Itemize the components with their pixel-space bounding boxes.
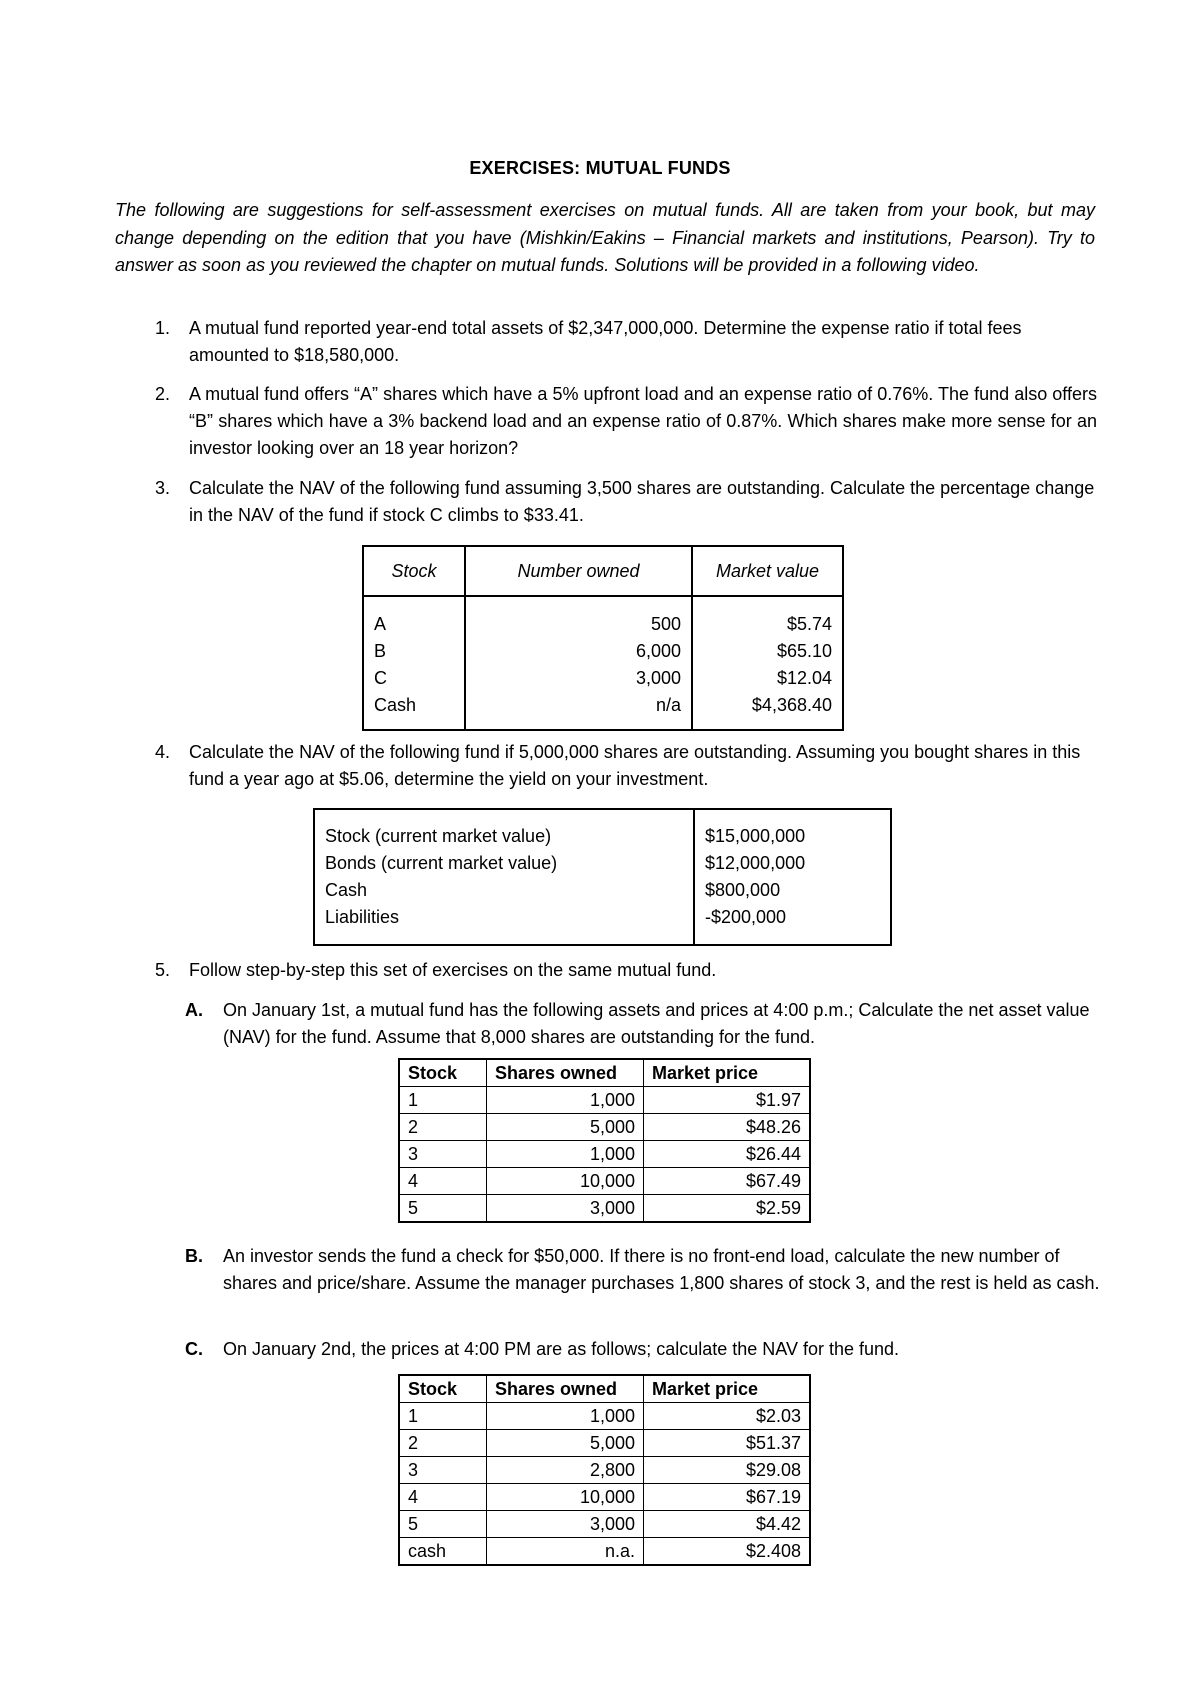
- table-row: [399, 1484, 810, 1511]
- table-cell: 5,000: [487, 1114, 644, 1141]
- table-cell: $2.408: [644, 1538, 811, 1566]
- table-cell: 5: [399, 1195, 487, 1223]
- table-header: Market price: [644, 1375, 811, 1403]
- exercise-text: A mutual fund reported year-end total assets of $2,347,000,000. Determine the expense ratio if total fees amounted to $18,580,000.: [189, 318, 1022, 365]
- table-cell: $65.10: [692, 638, 843, 665]
- table-cell: $48.26: [644, 1114, 811, 1141]
- exercise-number: 5.: [155, 960, 171, 980]
- table-header-row: [399, 1375, 810, 1403]
- table-cell: Cash: [363, 692, 465, 730]
- table-cell: 2,800: [487, 1457, 644, 1484]
- exercise-text: Calculate the NAV of the following fund assuming 3,500 shares are outstanding. Calculate the percentage change in the NAV of the fund if stock C climbs to $33.41.: [189, 478, 1095, 525]
- table-row: [399, 1195, 810, 1223]
- table-cell: 6,000: [465, 638, 692, 665]
- exercise-number: 1.: [155, 318, 171, 338]
- table-cell: 4: [399, 1168, 487, 1195]
- table-row: [399, 1087, 810, 1114]
- table-cell: 3,000: [487, 1511, 644, 1538]
- exercise-text: Calculate the NAV of the following fund if 5,000,000 shares are outstanding. Assuming you bought shares in this fund a year ago at $5.06, determine the yield on your investment.: [189, 742, 1081, 789]
- table-cell: n.a.: [487, 1538, 644, 1566]
- exercise-number: 4.: [155, 742, 171, 762]
- table-cell: 5,000: [487, 1430, 644, 1457]
- fund-holdings-table: [362, 545, 844, 731]
- table-header-row: [399, 1059, 810, 1087]
- table-row: [314, 809, 891, 850]
- table-header: Market price: [644, 1059, 811, 1087]
- exercise-number: 2.: [155, 384, 171, 404]
- table-header: Stock: [399, 1059, 487, 1087]
- jan2-holdings-table: [398, 1374, 811, 1566]
- subexercise-text: On January 1st, a mutual fund has the following assets and prices at 4:00 p.m.; Calculate the net asset value (NAV) for the fund. Assume that 8,000 shares are outstanding for the fund.: [223, 1000, 1090, 1047]
- table-cell: $12.04: [692, 665, 843, 692]
- table-cell: 5: [399, 1511, 487, 1538]
- subexercise-letter: B.: [185, 1246, 203, 1266]
- table-cell: $4,368.40: [692, 692, 843, 730]
- table-cell: $67.49: [644, 1168, 811, 1195]
- table-row: [363, 692, 843, 730]
- subexercise-text: On January 2nd, the prices at 4:00 PM are as follows; calculate the NAV for the fund.: [223, 1339, 900, 1359]
- table-cell: $2.59: [644, 1195, 811, 1223]
- table-row: [314, 877, 891, 904]
- table-row: [399, 1403, 810, 1430]
- table-cell: Stock (current market value): [314, 809, 694, 850]
- table-cell: $67.19: [644, 1484, 811, 1511]
- table-cell: -$200,000: [705, 907, 787, 927]
- exercise-number: 3.: [155, 478, 171, 498]
- table-cell: $15,000,000: [705, 826, 806, 846]
- table-cell: 3: [399, 1141, 487, 1168]
- table-cell: Bonds (current market value): [314, 850, 694, 877]
- table-cell: $29.08: [644, 1457, 811, 1484]
- table-cell: 3,000: [465, 665, 692, 692]
- table-cell: n/a: [465, 692, 692, 730]
- table-cell: $26.44: [644, 1141, 811, 1168]
- subexercise-letter: A.: [185, 1000, 203, 1020]
- table-header: Number owned: [465, 546, 692, 596]
- table-cell: 1: [399, 1403, 487, 1430]
- table-cell: 1,000: [487, 1403, 644, 1430]
- table-cell: $51.37: [644, 1430, 811, 1457]
- table-row: [399, 1114, 810, 1141]
- jan1-holdings-table: [398, 1058, 811, 1223]
- table-row: [399, 1457, 810, 1484]
- exercise-text: A mutual fund offers “A” shares which have a 5% upfront load and an expense ratio of 0.76%. The fund also offers “B” shares which have a 3% backend load and an expense ratio of 0.87%. Which shares make more sense for an investor looking over an 18 year horizon?: [189, 384, 1097, 458]
- fund-balance-table: [313, 808, 892, 946]
- table-row: [363, 596, 843, 638]
- table-row: [399, 1168, 810, 1195]
- table-header: Stock: [363, 546, 465, 596]
- table-cell: B: [363, 638, 465, 665]
- table-cell: 1: [399, 1087, 487, 1114]
- table-cell: 10,000: [487, 1484, 644, 1511]
- table-row: [314, 850, 891, 877]
- table-cell: $800,000: [705, 880, 781, 900]
- table-cell: cash: [399, 1538, 487, 1566]
- subexercise-letter: C.: [185, 1339, 203, 1359]
- table-cell: $5.74: [692, 596, 843, 638]
- exercise-text: Follow step-by-step this set of exercises on the same mutual fund.: [189, 960, 717, 980]
- table-header: Stock: [399, 1375, 487, 1403]
- table-cell: 3,000: [487, 1195, 644, 1223]
- table-cell: 500: [465, 596, 692, 638]
- table-row: [399, 1538, 810, 1566]
- subexercise-text: An investor sends the fund a check for $50,000. If there is no front-end load, calculate the new number of shares and price/share. Assume the manager purchases 1,800 shares of stock 3, and the rest is held as cash.: [223, 1246, 1100, 1293]
- table-cell: 1,000: [487, 1141, 644, 1168]
- table-cell: $12,000,000: [705, 853, 806, 873]
- table-cell: Cash: [314, 877, 694, 904]
- table-cell: A: [363, 596, 465, 638]
- table-header: Shares owned: [487, 1375, 644, 1403]
- table-cell: C: [363, 665, 465, 692]
- table-row: [363, 665, 843, 692]
- table-cell: $1.97: [644, 1087, 811, 1114]
- table-cell: 1,000: [487, 1087, 644, 1114]
- table-row: [399, 1430, 810, 1457]
- table-row: [399, 1511, 810, 1538]
- table-cell: 2: [399, 1430, 487, 1457]
- table-row: [314, 904, 891, 945]
- table-cell: 2: [399, 1114, 487, 1141]
- table-cell: Liabilities: [314, 904, 694, 945]
- table-row: [399, 1141, 810, 1168]
- table-header: Market value: [692, 546, 843, 596]
- table-cell: $2.03: [644, 1403, 811, 1430]
- intro-paragraph: The following are suggestions for self-assessment exercises on mutual funds. All are taken from your book, but may change depending on the edition that you have (Mishkin/Eakins – Financial markets and institutions, Pearson). Try to answer as soon as you reviewed the chapter on mutual funds. Solutions will be provided in a following video.: [115, 200, 1095, 275]
- table-cell: 4: [399, 1484, 487, 1511]
- table-header: Shares owned: [487, 1059, 644, 1087]
- page-title: EXERCISES: MUTUAL FUNDS: [469, 158, 731, 178]
- table-cell: 10,000: [487, 1168, 644, 1195]
- table-cell: $4.42: [644, 1511, 811, 1538]
- table-row: [363, 638, 843, 665]
- table-cell: 3: [399, 1457, 487, 1484]
